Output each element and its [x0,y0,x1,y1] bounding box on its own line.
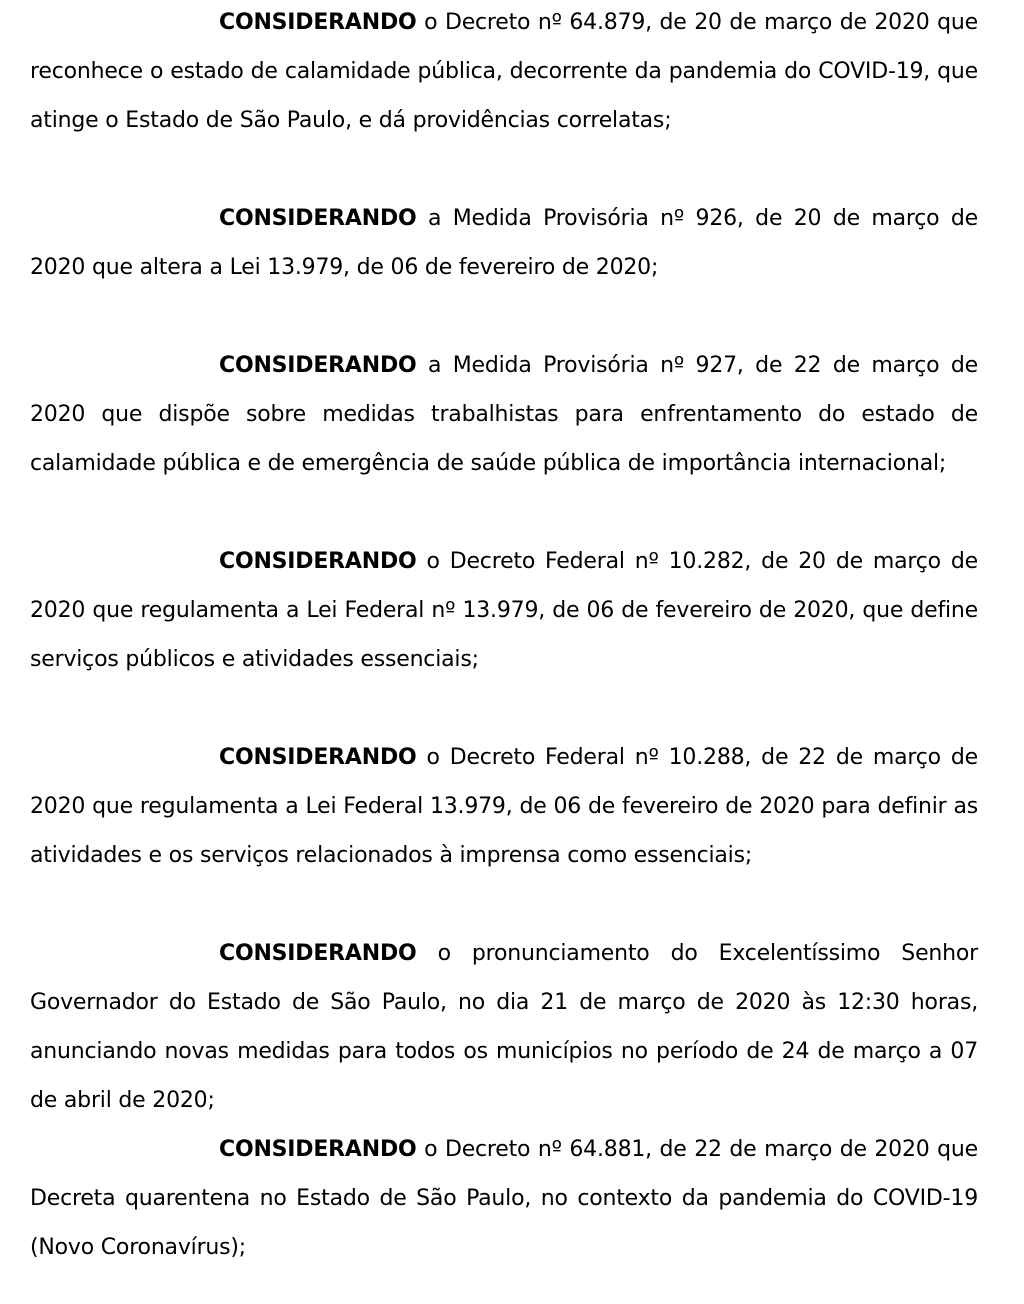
paragraph-keyword: CONSIDERANDO [219,353,417,378]
paragraph-text: a Medida Provisória nº 926, de 20 de março de 2020 que altera a Lei 13.979, de 06 de fevereiro de 2020; [30,206,978,280]
paragraph-text: o pronunciamento do Excelentíssimo Senhor Governador do Estado de São Paulo, no dia 21 de março de 2020 às 12:30 horas, anunciando novas medidas para todos os municípios no período de 24 de março a 07 de abril de 2020; [30,941,978,1113]
paragraph-mp-926 [30,194,978,292]
paragraph-decreto-64881 [30,1125,978,1272]
paragraph-decreto-federal-10282 [30,537,978,684]
paragraph-decreto-federal-10288 [30,733,978,880]
paragraph-keyword: CONSIDERANDO [219,1137,417,1162]
paragraph-keyword: CONSIDERANDO [219,10,417,35]
paragraph-text: o Decreto Federal nº 10.288, de 22 de março de 2020 que regulamenta a Lei Federal 13.979, de 06 de fevereiro de 2020 para definir as atividades e os serviços relacionados à imprensa como essenciais; [30,745,978,868]
paragraph-keyword: CONSIDERANDO [219,206,417,231]
paragraph-keyword: CONSIDERANDO [219,549,417,574]
paragraph-keyword: CONSIDERANDO [219,745,417,770]
paragraph-pronunciamento-governador [30,929,978,1125]
paragraph-decreto-64879 [30,0,978,145]
paragraph-keyword: CONSIDERANDO [219,941,417,966]
paragraph-mp-927 [30,341,978,488]
paragraph-text: o Decreto nº 64.881, de 22 de março de 2020 que Decreta quarentena no Estado de São Paulo, no contexto da pandemia do COVID-19 (Novo Coronavírus); [30,1137,978,1260]
paragraph-text: a Medida Provisória nº 927, de 22 de março de 2020 que dispõe sobre medidas trabalhistas para enfrentamento do estado de calamidade pública e de emergência de saúde pública de importância internacional; [30,353,978,476]
paragraph-text: o Decreto nº 64.879, de 20 de março de 2020 que reconhece o estado de calamidade pública, decorrente da pandemia do COVID-19, que atinge o Estado de São Paulo, e dá providências correlatas; [30,10,978,133]
paragraph-text: o Decreto Federal nº 10.282, de 20 de março de 2020 que regulamenta a Lei Federal nº 13.979, de 06 de fevereiro de 2020, que define serviços públicos e atividades essenciais; [30,549,978,672]
